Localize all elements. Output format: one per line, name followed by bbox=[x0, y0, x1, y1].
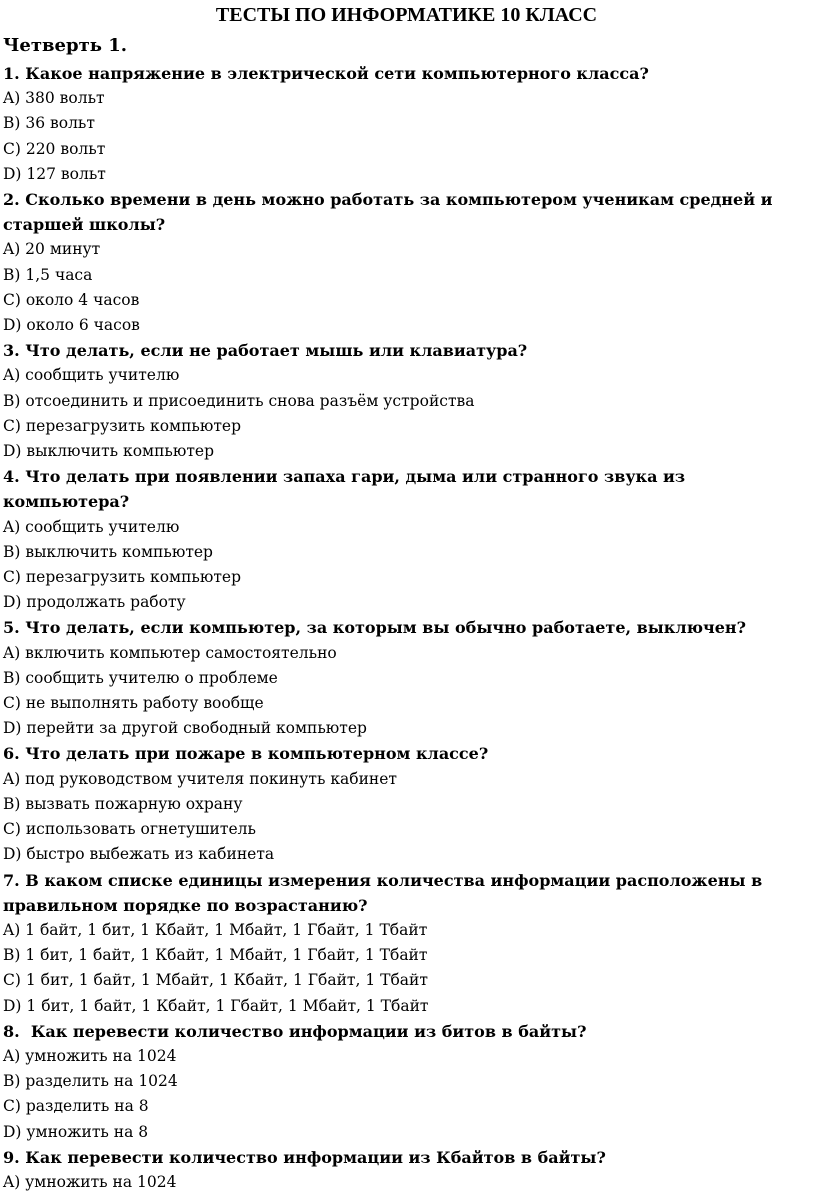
question-text: 2. Сколько времени в день можно работать за компьютером ученикам средней и старшей школы? bbox=[3, 190, 779, 235]
answer-option: B) отсоединить и присоединить снова разъём устройства bbox=[3, 391, 475, 410]
question-block-9 bbox=[3, 1145, 810, 1195]
answer-option: B) 1 бит, 1 байт, 1 Кбайт, 1 Мбайт, 1 Гбайт, 1 Тбайт bbox=[3, 946, 428, 965]
answer-option: B) разделить на 1024 bbox=[3, 1072, 178, 1091]
question-text: 3. Что делать, если не работает мышь или клавиатура? bbox=[3, 341, 528, 361]
answer-option: B) сообщить учителю о проблеме bbox=[3, 668, 278, 687]
question-text: 4. Что делать при появлении запаха гари, дыма или странного звука из компьютера? bbox=[3, 467, 691, 512]
answer-option: C) 220 вольт bbox=[3, 139, 106, 158]
question-block-4 bbox=[3, 464, 810, 615]
answer-option: D) продолжать работу bbox=[3, 593, 186, 612]
quarter-heading: Четверть 1. bbox=[3, 35, 128, 56]
answer-option: A) 1 байт, 1 бит, 1 Кбайт, 1 Мбайт, 1 Гбайт, 1 Тбайт bbox=[3, 920, 428, 939]
answer-option: D) 1 бит, 1 байт, 1 Кбайт, 1 Гбайт, 1 Мбайт, 1 Тбайт bbox=[3, 996, 429, 1015]
answer-option: C) использовать огнетушитель bbox=[3, 820, 256, 839]
answer-option: D) выключить компьютер bbox=[3, 442, 215, 461]
question-block-1 bbox=[3, 61, 810, 187]
answer-option: B) 36 вольт bbox=[3, 114, 95, 133]
answer-option: D) перейти за другой свободный компьютер bbox=[3, 719, 367, 738]
answer-option: C) перезагрузить компьютер bbox=[3, 568, 242, 587]
answer-option: B) выключить компьютер bbox=[3, 542, 213, 561]
question-block-7 bbox=[3, 868, 810, 1019]
answer-option: D) умножить на 8 bbox=[3, 1122, 149, 1141]
question-block-5 bbox=[3, 615, 810, 741]
question-block-2 bbox=[3, 187, 810, 338]
answer-option: C) около 4 часов bbox=[3, 290, 140, 309]
answer-option: A) 20 минут bbox=[3, 240, 101, 259]
answer-option: C) не выполнять работу вообще bbox=[3, 694, 264, 713]
answer-option: A) 380 вольт bbox=[3, 89, 105, 108]
question-block-3 bbox=[3, 338, 810, 464]
question-block-8 bbox=[3, 1019, 810, 1145]
question-text: 8. Как перевести количество информации из битов в байты? bbox=[3, 1021, 587, 1041]
question-text: 9. Как перевести количество информации из Кбайтов в байты? bbox=[3, 1147, 606, 1167]
answer-option: C) перезагрузить компьютер bbox=[3, 416, 242, 435]
answer-option: A) включить компьютер самостоятельно bbox=[3, 643, 337, 662]
answer-option: B) вызвать пожарную охрану bbox=[3, 794, 243, 813]
answer-option: D) 127 вольт bbox=[3, 164, 106, 183]
answer-option: A) сообщить учителю bbox=[3, 366, 180, 385]
answer-option: D) около 6 часов bbox=[3, 316, 140, 335]
question-text: 6. Что делать при пожаре в компьютерном классе? bbox=[3, 744, 489, 764]
question-text: 5. Что делать, если компьютер, за которым вы обычно работаете, выключен? bbox=[3, 618, 747, 638]
answer-option: B) 1,5 часа bbox=[3, 265, 93, 284]
answer-option: A) умножить на 1024 bbox=[3, 1046, 177, 1065]
answer-option: A) умножить на 1024 bbox=[3, 1172, 177, 1191]
question-block-6 bbox=[3, 741, 810, 867]
question-text: 1. Какое напряжение в электрической сети компьютерного класса? bbox=[3, 64, 649, 83]
document-title: ТЕСТЫ ПО ИНФОРМАТИКЕ 10 КЛАСС bbox=[215, 4, 598, 26]
answer-option: A) сообщить учителю bbox=[3, 517, 180, 536]
answer-option: C) 1 бит, 1 байт, 1 Мбайт, 1 Кбайт, 1 Гбайт, 1 Тбайт bbox=[3, 971, 428, 990]
question-text: 7. В каком списке единицы измерения количества информации расположены в правильном порядке по возрастанию? bbox=[3, 870, 768, 915]
answer-option: A) под руководством учителя покинуть кабинет bbox=[3, 769, 398, 788]
answer-option: C) разделить на 8 bbox=[3, 1097, 149, 1116]
answer-option: D) быстро выбежать из кабинета bbox=[3, 845, 275, 864]
